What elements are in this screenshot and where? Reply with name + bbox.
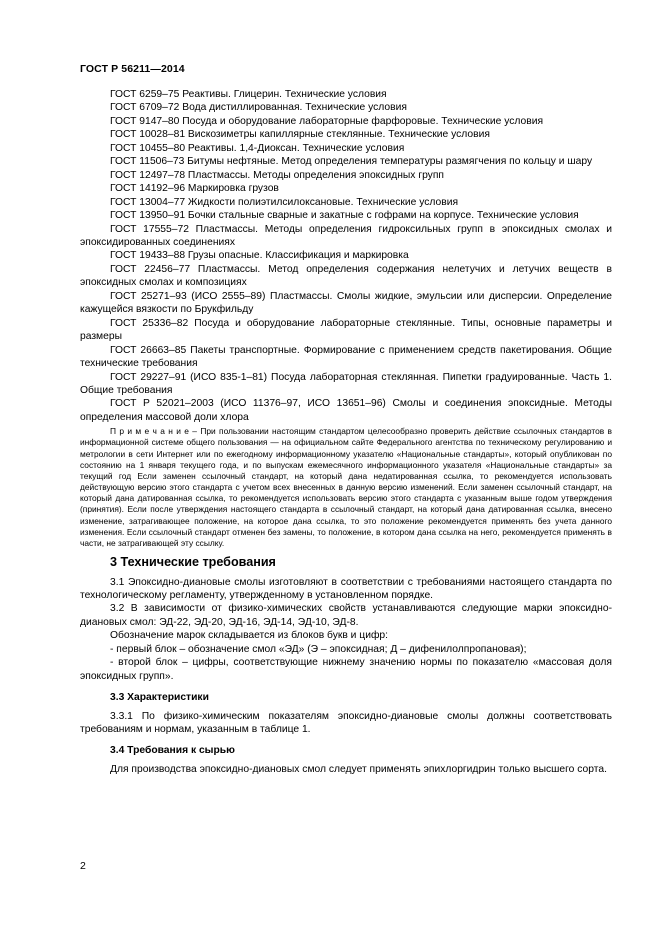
page-content xyxy=(80,88,612,776)
paragraph: - второй блок – цифры, соответствующие нижнему значению нормы по показателю «массовая доля эпоксидных групп». xyxy=(80,657,612,682)
reference-note xyxy=(80,426,612,549)
note-label: П р и м е ч а н и е xyxy=(110,426,189,437)
paragraph: 3.3.1 По физико-химическим показателям эпоксидно-диановые смолы должны соответствовать требованиям и нормам, указанным в таблице 1. xyxy=(80,710,612,736)
section-title: 3 Технические требования xyxy=(110,555,276,570)
paragraph: - первый блок – обозначение смол «ЭД» (Э – эпоксидная; Д – дифенилолпропановая); xyxy=(110,643,527,655)
subsection-title: 3.4 Требования к сырью xyxy=(110,745,235,757)
reference-item: ГОСТ 6709–72 Вода дистиллированная. Технические условия xyxy=(110,102,407,114)
reference-item: ГОСТ 14192–96 Маркировка грузов xyxy=(110,183,279,195)
reference-item: ГОСТ 25271–93 (ИСО 2555–89) Пластмассы. Смолы жидкие, эмульсии или дисперсии. Определение кажущейся вязкости по Брукфильду xyxy=(80,290,612,316)
paragraph: 3.1 Эпоксидно-диановые смолы изготовляют в соответствии с требованиями настоящего стандарта по технологическому регламенту, утвержденному в установленном порядке. xyxy=(80,576,612,601)
reference-item: ГОСТ 10028–81 Вискозиметры капиллярные стеклянные. Технические условия xyxy=(110,129,490,141)
note-text: – При пользовании настоящим стандартом целесообразно проверить действие ссылочных стандартов в информационной системе общего пользования — на официальном сайте Федерального агентства по техническому регулированию и метрологии в сети Интернет или по ежегодному информационному указателю «Национальные стандарты», который опубликован по состоянию на 1 января текущего года, и по выпускам ежемесячного информационного указателя «Национальные стандарты» за текущий год Если заменен ссылочный стандарт, на который дана недатированная ссылка, то рекомендуется использовать действующую версию этого стандарта с учетом всех внесенных в данную версию изменений. Если заменен ссылочный стандарт, на который дана датированная ссылка, то рекомендуется использовать версию этого стандарта с указанным выше годом утверждения (принятия). Если после утверждения настоящего стандарта в ссылочный стандарт, на который дана датированная ссылка, внесено изменение, затрагивающее положение, на которое дана ссылка, то это положение рекомендуется применять без учета данного изменения. Если ссылочный стандарт отменен без замены, то положение, в котором дана ссылка на него, рекомендуется применять в части, не затрагивающей эту ссылку. xyxy=(80,426,613,548)
subsection-title: 3.3 Характеристики xyxy=(110,692,209,704)
reference-item: ГОСТ 22456–77 Пластмассы. Метод определения содержания нелетучих и летучих веществ в эпоксидных смолах и композициях xyxy=(80,263,612,289)
document-header: ГОСТ Р 56211—2014 xyxy=(80,63,185,75)
paragraph: 3.2 В зависимости от физико-химических свойств устанавливаются следующие марки эпоксидно-диановых смол: ЭД-22, ЭД-20, ЭД-16, ЭД-14, ЭД-10, ЭД-8. xyxy=(80,603,612,628)
reference-item: ГОСТ 26663–85 Пакеты транспортные. Формирование с применением средств пакетирования. Общие технические требования xyxy=(80,344,612,370)
reference-item: ГОСТ 13004–77 Жидкости полиэтилсилоксановые. Технические условия xyxy=(110,196,459,208)
reference-item: ГОСТ 11506–73 Битумы нефтяные. Метод определения температуры размягчения по кольцу и шару xyxy=(110,156,593,168)
reference-item: ГОСТ 10455–80 Реактивы. 1,4-Диоксан. Технические условия xyxy=(110,142,405,154)
reference-item: ГОСТ 13950–91 Бочки стальные сварные и закатные с гофрами на корпусе. Технические условия xyxy=(110,210,579,222)
reference-item: ГОСТ 25336–82 Посуда и оборудование лабораторные стеклянные. Типы, основные параметры и размеры xyxy=(80,317,612,343)
reference-item: ГОСТ 9147–80 Посуда и оборудование лабораторные фарфоровые. Технические условия xyxy=(110,115,544,127)
reference-item: ГОСТ Р 52021–2003 (ИСО 11376–97, ИСО 13651–96) Смолы и соединения эпоксидные. Методы определения массовой доли хлора xyxy=(80,398,612,423)
references-list xyxy=(80,88,612,424)
paragraph: Обозначение марок складывается из блоков букв и цифр: xyxy=(110,630,389,642)
page-number: 2 xyxy=(80,860,86,872)
reference-item: ГОСТ 19433–88 Грузы опасные. Классификация и маркировка xyxy=(110,250,409,262)
reference-item: ГОСТ 12497–78 Пластмассы. Методы определения эпоксидных групп xyxy=(110,169,444,181)
reference-item: ГОСТ 29227–91 (ИСО 835-1–81) Посуда лабораторная стеклянная. Пипетки градуированные. Часть 1. Общие требования xyxy=(80,371,612,396)
reference-item: ГОСТ 17555–72 Пластмассы. Методы определения гидроксильных групп в эпоксидных смолах и эпоксидированных соединениях xyxy=(80,223,612,248)
paragraph: Для производства эпоксидно-диановых смол следует применять эпихлоргидрин только высшего сорта. xyxy=(110,763,607,775)
reference-item: ГОСТ 6259–75 Реактивы. Глицерин. Технические условия xyxy=(110,89,387,100)
